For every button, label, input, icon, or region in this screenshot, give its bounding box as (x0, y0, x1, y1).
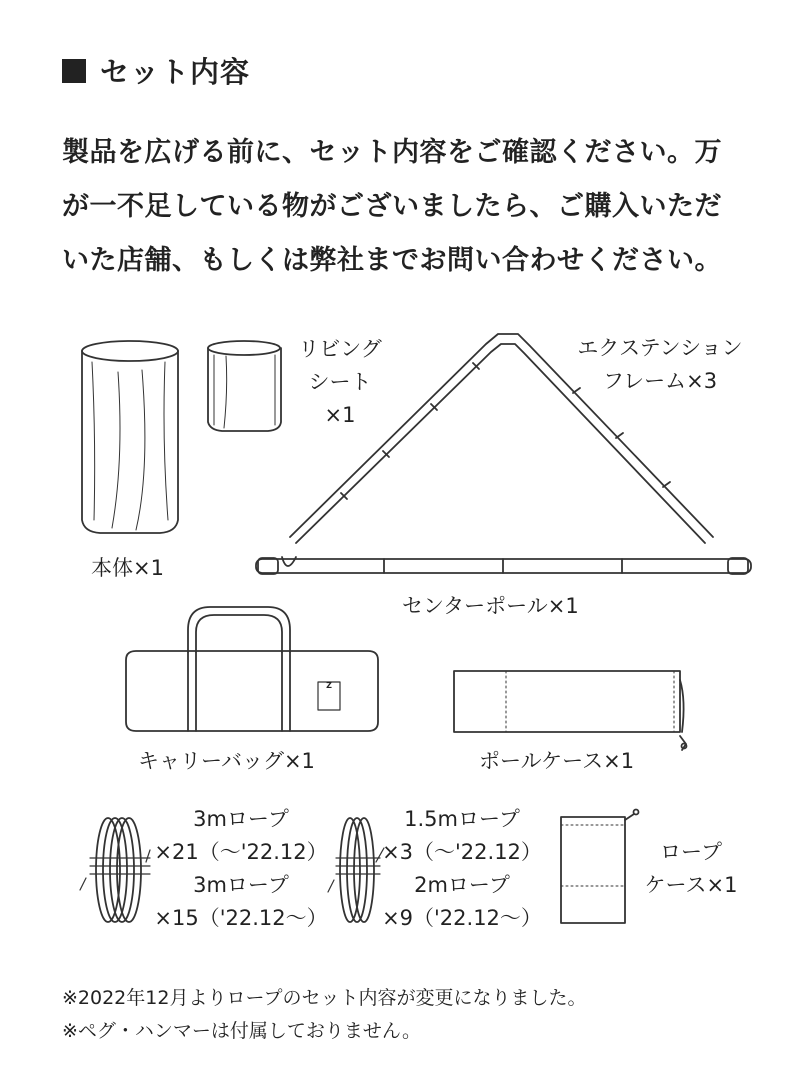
intro-line: が一不足している物がございましたら、ご購入いただ (62, 191, 722, 222)
label-carry-bag: キャリーバッグ×1 (138, 749, 315, 773)
notes (62, 982, 587, 1048)
label-pole-case: ポールケース×1 (479, 749, 635, 773)
living-sheet-illustration (208, 341, 281, 431)
label-line: ロープ (660, 840, 722, 864)
label-line: 2mロープ (414, 873, 510, 897)
intro-line: いた店舗、もしくは弊社までお問い合わせください。 (62, 245, 722, 276)
label-line: ×15（'22.12〜） (154, 906, 328, 930)
carry-bag-illustration (126, 607, 378, 731)
label-line: 3mロープ (193, 873, 289, 897)
carry-bag-logo: Z (326, 681, 332, 690)
pole-case-illustration (454, 671, 687, 750)
label-line: ×9（'22.12〜） (382, 906, 542, 930)
label-line: ケース×1 (644, 873, 738, 897)
label-line: 3mロープ (193, 807, 289, 831)
label-living-sheet (286, 333, 394, 432)
label-rope-a (150, 803, 332, 935)
label-line: 1.5mロープ (404, 807, 520, 831)
label-rope-b (380, 803, 544, 935)
label-extension-frame (550, 332, 770, 398)
intro-line: 製品を広げる前に、セット内容をご確認ください。万 (62, 137, 722, 168)
note-line: ※ペグ・ハンマーは付属しておりません。 (62, 1020, 422, 1042)
label-line: ×21（〜'22.12） (154, 840, 328, 864)
note-line: ※2022年12月よりロープのセット内容が変更になりました。 (62, 987, 587, 1009)
label-line: フレーム×3 (602, 369, 718, 393)
label-tent-body: 本体×1 (91, 556, 164, 580)
rope-case-illustration (561, 810, 639, 924)
label-line: シート (308, 370, 372, 394)
label-line: ×1 (324, 403, 356, 427)
center-pole-illustration (256, 557, 751, 574)
label-line: リビング (298, 337, 382, 361)
heading-text: セット内容 (100, 55, 251, 89)
tent-body-illustration (82, 341, 178, 533)
label-center-pole: センターポール×1 (402, 594, 579, 618)
label-rope-case (636, 836, 746, 902)
label-line: エクステンション (577, 336, 743, 360)
rope-a-illustration (80, 818, 150, 922)
label-line: ×3（〜'22.12） (382, 840, 542, 864)
rope-b-illustration (328, 818, 384, 922)
